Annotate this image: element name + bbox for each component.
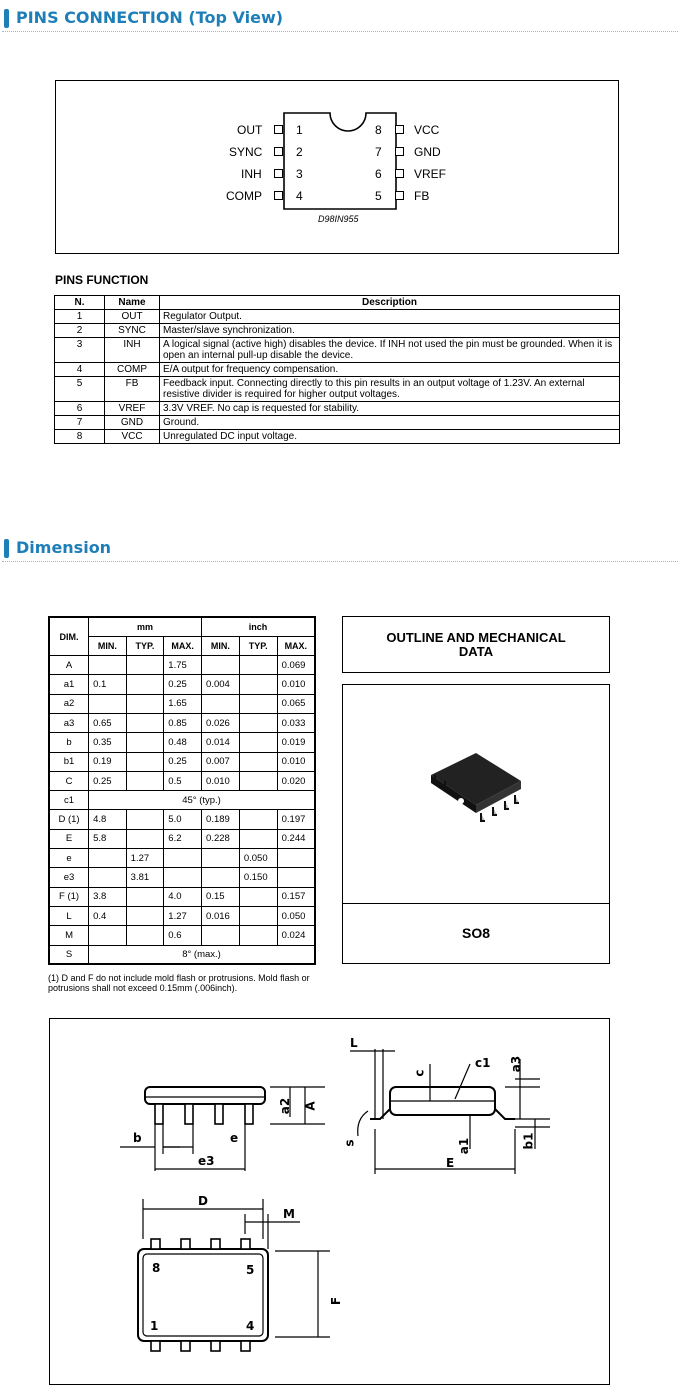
mm-typ-header: TYP. — [126, 636, 164, 655]
dim-value — [202, 656, 240, 675]
col-header-name: Name — [105, 296, 160, 310]
pin-label-out: OUT — [237, 123, 263, 137]
dim-value — [239, 887, 277, 906]
dotted-divider — [2, 31, 678, 32]
dimension-section-header — [2, 536, 678, 562]
package-divider — [343, 903, 609, 904]
dim-symbol: a2 — [49, 694, 89, 713]
dim-symbol: C — [49, 771, 89, 790]
pins-function-table — [54, 295, 620, 444]
dim-value — [164, 849, 202, 868]
pin-n: 3 — [55, 338, 105, 363]
dim-value: 0.050 — [277, 906, 315, 925]
package-image-box — [342, 684, 610, 964]
pin-label-inh: INH — [241, 167, 262, 181]
pin-label-comp: COMP — [226, 189, 262, 203]
dim-value — [239, 713, 277, 732]
dim-symbol: A — [49, 656, 89, 675]
dim-value: 0.069 — [277, 656, 315, 675]
pin-name: OUT — [105, 310, 160, 324]
table-row — [55, 310, 620, 324]
mm-min-header: MIN. — [89, 636, 127, 655]
pin-pad-5 — [395, 191, 404, 200]
pin-desc: E/A output for frequency compensation. — [160, 363, 620, 377]
dim-symbol: F (1) — [49, 887, 89, 906]
dim-symbol: c1 — [49, 791, 89, 810]
dim-header: DIM. — [49, 617, 89, 656]
dim-symbol: e3 — [49, 868, 89, 887]
pin-pad-6 — [395, 169, 404, 178]
pins-section-title: PINS CONNECTION (Top View) — [16, 8, 284, 27]
dim-value: 0.024 — [277, 926, 315, 945]
pin-number-4: 4 — [296, 189, 303, 203]
dim-symbol: a1 — [49, 675, 89, 694]
mm-header: mm — [89, 617, 202, 636]
dim-value — [89, 926, 127, 945]
pin-name: GND — [105, 416, 160, 430]
dim-value — [239, 675, 277, 694]
dim-value: 4.0 — [164, 887, 202, 906]
dim-value: 0.033 — [277, 713, 315, 732]
dim-value — [239, 829, 277, 848]
dim-value — [239, 752, 277, 771]
label-a3: a3 — [509, 1055, 524, 1073]
label-pin4: 4 — [246, 1319, 255, 1333]
table-row — [55, 416, 620, 430]
dim-row — [49, 868, 315, 887]
dim-value — [126, 694, 164, 713]
table-header-row — [55, 296, 620, 310]
dim-value: 0.4 — [89, 906, 127, 925]
dim-value: 0.85 — [164, 713, 202, 732]
pin-pad-3 — [274, 169, 283, 178]
inch-typ-header: TYP. — [239, 636, 277, 655]
dim-value: 0.6 — [164, 926, 202, 945]
table-row — [55, 402, 620, 416]
dim-value — [202, 849, 240, 868]
diagram-code: D98IN955 — [318, 214, 359, 224]
dim-value — [239, 771, 277, 790]
label-s: s — [342, 1139, 357, 1147]
dim-symbol: b1 — [49, 752, 89, 771]
label-e: e — [230, 1131, 239, 1145]
dim-value: 3.8 — [89, 887, 127, 906]
pin-n: 4 — [55, 363, 105, 377]
dim-value: 0.35 — [89, 733, 127, 752]
pin-number-8: 8 — [375, 123, 382, 137]
dim-value: 0.25 — [164, 752, 202, 771]
dim-row — [49, 656, 315, 675]
pin-desc: Regulator Output. — [160, 310, 620, 324]
pin-pad-7 — [395, 147, 404, 156]
dotted-divider — [2, 561, 678, 562]
dim-value — [239, 906, 277, 925]
pin-label-sync: SYNC — [229, 145, 263, 159]
dim-symbol: e — [49, 849, 89, 868]
dim-value: 0.25 — [164, 675, 202, 694]
pin-n: 2 — [55, 324, 105, 338]
pin-desc: Unregulated DC input voltage. — [160, 430, 620, 444]
dim-row — [49, 771, 315, 790]
dim-value: 0.19 — [89, 752, 127, 771]
dim-value: 1.65 — [164, 694, 202, 713]
label-F: F — [329, 1296, 344, 1306]
label-D: D — [198, 1194, 208, 1208]
dim-value — [202, 694, 240, 713]
pin-name: SYNC — [105, 324, 160, 338]
pin-label-fb: FB — [414, 189, 430, 203]
dim-symbol: E — [49, 829, 89, 848]
dim-value — [89, 849, 127, 868]
dim-value — [126, 906, 164, 925]
pin-desc: A logical signal (active high) disables the device. If INH not used the pin must be grounded. When it is open an internal pull-up disable the device. — [160, 338, 620, 363]
dim-row — [49, 849, 315, 868]
dim-value: 0.65 — [89, 713, 127, 732]
dim-value: 0.25 — [89, 771, 127, 790]
dim-row — [49, 810, 315, 829]
dim-symbol: D (1) — [49, 810, 89, 829]
label-c: c — [412, 1069, 427, 1077]
dim-row — [49, 713, 315, 732]
dim-value — [202, 926, 240, 945]
table-row — [55, 338, 620, 363]
dim-value: 3.81 — [126, 868, 164, 887]
dim-row — [49, 906, 315, 925]
pin-label-gnd: GND — [414, 145, 441, 159]
dim-row — [49, 926, 315, 945]
inch-header: inch — [202, 617, 315, 636]
dim-value — [126, 926, 164, 945]
dim-symbol: b — [49, 733, 89, 752]
col-header-n: N. — [55, 296, 105, 310]
table-row — [55, 324, 620, 338]
label-e3: e3 — [198, 1154, 215, 1168]
label-b1: b1 — [521, 1132, 536, 1150]
dim-value: 0.150 — [239, 868, 277, 887]
label-M: M — [283, 1207, 295, 1221]
pin-pad-4 — [274, 191, 283, 200]
dim-value — [126, 733, 164, 752]
pin-name: FB — [105, 377, 160, 402]
dim-value: 5.8 — [89, 829, 127, 848]
pin-number-1: 1 — [296, 123, 303, 137]
dim-value — [126, 713, 164, 732]
dim-value: 0.020 — [277, 771, 315, 790]
dim-value — [202, 868, 240, 887]
pins-function-heading: PINS FUNCTION — [55, 273, 149, 287]
dim-value — [277, 849, 315, 868]
pin-pad-2 — [274, 147, 283, 156]
dim-value — [126, 829, 164, 848]
pin-desc: Feedback input. Connecting directly to this pin results in an output voltage of 1.23V. An external resistive divider is required for higher output voltages. — [160, 377, 620, 402]
dim-value — [126, 675, 164, 694]
label-b: b — [133, 1131, 142, 1145]
pin-number-7: 7 — [375, 145, 382, 159]
label-a2: a2 — [278, 1097, 293, 1115]
dim-header-row — [49, 617, 315, 636]
dim-value — [239, 656, 277, 675]
dim-value — [277, 868, 315, 887]
dim-value: 0.010 — [202, 771, 240, 790]
dim-value: 0.48 — [164, 733, 202, 752]
pin-number-5: 5 — [375, 189, 382, 203]
label-E: E — [446, 1156, 455, 1170]
dim-value: 1.27 — [126, 849, 164, 868]
label-A: A — [303, 1101, 318, 1111]
pin-pad-1 — [274, 125, 283, 134]
dim-value: 0.1 — [89, 675, 127, 694]
pin-n: 5 — [55, 377, 105, 402]
pin-name: VREF — [105, 402, 160, 416]
dim-subheader-row — [49, 636, 315, 655]
dim-value — [89, 656, 127, 675]
dim-row — [49, 887, 315, 906]
inch-min-header: MIN. — [202, 636, 240, 655]
dim-value: 0.15 — [202, 887, 240, 906]
dim-value: 0.197 — [277, 810, 315, 829]
pin-n: 8 — [55, 430, 105, 444]
dim-row — [49, 945, 315, 964]
dim-value — [239, 694, 277, 713]
table-row — [55, 430, 620, 444]
dim-value: 0.010 — [277, 675, 315, 694]
dim-value: 0.016 — [202, 906, 240, 925]
dim-value-span: 45° (typ.) — [89, 791, 315, 810]
pin-number-6: 6 — [375, 167, 382, 181]
dim-value: 4.8 — [89, 810, 127, 829]
dim-row — [49, 791, 315, 810]
label-pin5: 5 — [246, 1263, 255, 1277]
pin-name: COMP — [105, 363, 160, 377]
dim-value — [126, 810, 164, 829]
dim-row — [49, 829, 315, 848]
dim-symbol: M — [49, 926, 89, 945]
pin-desc: Master/slave synchronization. — [160, 324, 620, 338]
dim-value — [126, 752, 164, 771]
dim-value — [126, 656, 164, 675]
dim-row — [49, 694, 315, 713]
pin-name: INH — [105, 338, 160, 363]
col-header-description: Description — [160, 296, 620, 310]
pin-desc: Ground. — [160, 416, 620, 430]
dim-value — [239, 926, 277, 945]
dim-value: 0.014 — [202, 733, 240, 752]
dim-value: 0.157 — [277, 887, 315, 906]
so8-package-illustration — [421, 745, 531, 835]
pin-desc: 3.3V VREF. No cap is requested for stability. — [160, 402, 620, 416]
dimension-footnote: (1) D and F do not include mold flash or protrusions. Mold flash or potrusions shall not exceed 0.15mm (.006inch). — [48, 973, 310, 993]
table-row — [55, 377, 620, 402]
dim-value — [89, 694, 127, 713]
package-name: SO8 — [461, 925, 490, 941]
dim-row — [49, 733, 315, 752]
package-dimension-drawing — [50, 1019, 609, 1384]
outline-title-box — [342, 616, 610, 673]
label-pin8: 8 — [152, 1261, 161, 1275]
dim-value: 1.27 — [164, 906, 202, 925]
pins-section-header — [2, 6, 678, 32]
mm-max-header: MAX. — [164, 636, 202, 655]
dim-row — [49, 752, 315, 771]
label-a1: a1 — [457, 1137, 472, 1155]
dimension-section-title: Dimension — [16, 538, 112, 557]
outline-title: OUTLINE AND MECHANICAL DATA — [386, 629, 566, 659]
pin-name: VCC — [105, 430, 160, 444]
label-c1: c1 — [475, 1056, 491, 1070]
dim-value: 0.228 — [202, 829, 240, 848]
section-bar-icon — [4, 539, 9, 558]
dim-value — [126, 887, 164, 906]
dim-value: 0.010 — [277, 752, 315, 771]
dim-value: 6.2 — [164, 829, 202, 848]
dim-symbol: a3 — [49, 713, 89, 732]
pin-number-3: 3 — [296, 167, 303, 181]
section-bar-icon — [4, 9, 9, 28]
pin-n: 7 — [55, 416, 105, 430]
pin-n: 1 — [55, 310, 105, 324]
dim-symbol: L — [49, 906, 89, 925]
dim-symbol: S — [49, 945, 89, 964]
pin-number-2: 2 — [296, 145, 303, 159]
table-row — [55, 363, 620, 377]
dim-value: 0.065 — [277, 694, 315, 713]
dim-value — [239, 733, 277, 752]
inch-max-header: MAX. — [277, 636, 315, 655]
label-L: L — [350, 1036, 358, 1050]
dim-value: 0.5 — [164, 771, 202, 790]
dim-value: 0.019 — [277, 733, 315, 752]
dim-value — [164, 868, 202, 887]
dim-row — [49, 675, 315, 694]
dim-value — [89, 868, 127, 887]
dim-value — [126, 771, 164, 790]
dim-value: 5.0 — [164, 810, 202, 829]
dim-value: 0.004 — [202, 675, 240, 694]
dim-value: 1.75 — [164, 656, 202, 675]
dim-value: 0.026 — [202, 713, 240, 732]
pin-label-vcc: VCC — [414, 123, 440, 137]
dim-value: 0.189 — [202, 810, 240, 829]
mechanical-drawing — [49, 1018, 610, 1385]
dim-value-span: 8° (max.) — [89, 945, 315, 964]
label-pin1: 1 — [150, 1319, 159, 1333]
pin-pad-8 — [395, 125, 404, 134]
dim-value: 0.050 — [239, 849, 277, 868]
dim-value — [239, 810, 277, 829]
dimension-table — [48, 616, 316, 965]
pin-n: 6 — [55, 402, 105, 416]
pin-label-vref: VREF — [414, 167, 447, 181]
pinout-diagram — [55, 80, 619, 254]
dim-value: 0.007 — [202, 752, 240, 771]
dim-value: 0.244 — [277, 829, 315, 848]
